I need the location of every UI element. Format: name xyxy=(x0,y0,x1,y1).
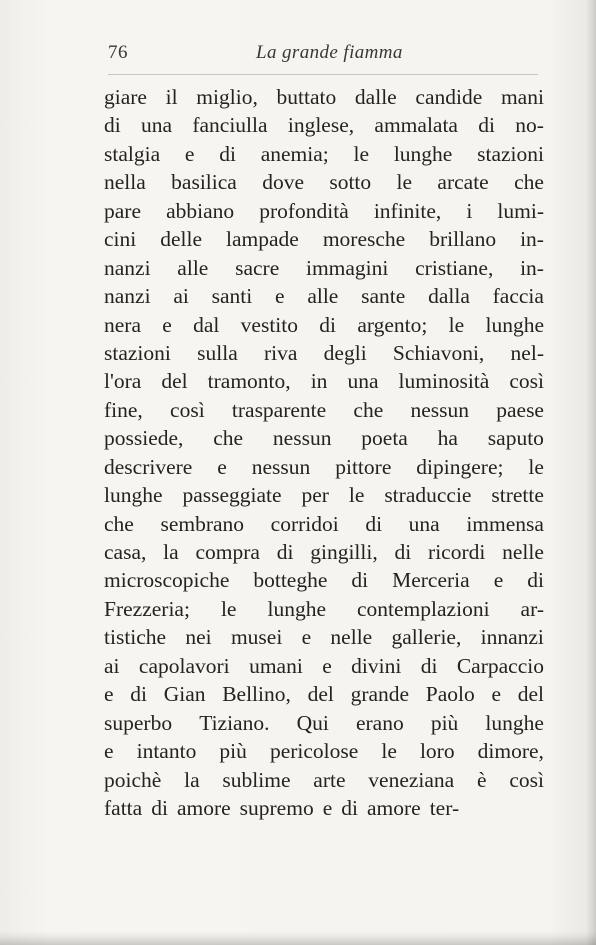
word: e xyxy=(104,739,114,764)
text-line xyxy=(104,766,544,794)
text-line xyxy=(104,794,544,822)
word: abbiano xyxy=(166,198,235,223)
word: loro xyxy=(419,739,455,764)
word: tistiche xyxy=(104,625,167,650)
word: lunghe xyxy=(485,710,544,735)
word: superbo xyxy=(104,710,173,735)
word: e xyxy=(104,682,114,707)
word: poichè xyxy=(104,767,162,792)
word: ai xyxy=(104,653,120,678)
text-line xyxy=(104,623,544,651)
word: arcate xyxy=(437,170,489,195)
word: di xyxy=(478,113,495,138)
word: casa, xyxy=(104,540,147,564)
word: botteghe xyxy=(253,568,328,593)
word: pericolose xyxy=(269,739,359,764)
text-line xyxy=(104,367,544,395)
word: sublime xyxy=(222,767,291,792)
word: fine, xyxy=(104,397,143,422)
page-number: 76 xyxy=(108,42,128,63)
word: una xyxy=(141,113,173,138)
text-line xyxy=(104,254,544,282)
word: le xyxy=(381,739,397,764)
word: alle xyxy=(307,284,339,309)
word: di xyxy=(365,511,383,536)
word: veneziana xyxy=(368,767,455,792)
text-line xyxy=(104,197,544,225)
word: ar- xyxy=(520,596,544,621)
text-line xyxy=(104,140,544,168)
word: basilica xyxy=(171,170,237,195)
word: ha xyxy=(437,426,458,451)
word: anemia; xyxy=(260,141,329,166)
word: in- xyxy=(520,227,544,252)
word: poeta xyxy=(361,426,408,451)
word: argento; xyxy=(357,312,428,337)
word: Carpaccio xyxy=(456,653,544,678)
word: e xyxy=(493,568,504,593)
word: nelle xyxy=(330,625,373,650)
word: nel- xyxy=(510,340,544,365)
word: dimore, xyxy=(477,739,544,764)
word: così xyxy=(509,767,544,792)
word: la xyxy=(184,767,200,792)
word: alle xyxy=(177,255,209,280)
word: e xyxy=(275,284,285,309)
word: intanto xyxy=(136,739,197,764)
word: dipingere; xyxy=(416,454,504,479)
word: giare xyxy=(104,85,147,109)
word: le xyxy=(348,483,365,508)
word: Tiziano. xyxy=(199,710,270,735)
word: santi xyxy=(211,284,253,309)
word: profondità xyxy=(259,198,349,223)
word: di xyxy=(319,312,337,337)
text-line xyxy=(104,566,544,594)
word: grande xyxy=(350,682,410,707)
word: Frezzeria; xyxy=(104,596,190,621)
word: nanzi xyxy=(104,255,151,280)
text-line xyxy=(104,538,544,566)
word: nessun xyxy=(251,454,311,479)
word: Paolo xyxy=(425,682,475,707)
word: trasparente xyxy=(231,397,327,422)
word: no- xyxy=(515,113,544,138)
word: del xyxy=(161,369,188,394)
word: di xyxy=(276,540,294,564)
word: che xyxy=(104,511,134,536)
word: compra xyxy=(195,540,260,564)
word: che xyxy=(213,426,244,451)
word: è xyxy=(477,767,487,792)
word: Bellino, xyxy=(222,682,291,707)
word: passeggiate xyxy=(182,483,282,508)
text-line xyxy=(104,396,544,424)
word: candide xyxy=(415,85,483,109)
word: nelle xyxy=(502,540,544,564)
word: ammalata xyxy=(374,113,458,138)
word: amore xyxy=(176,795,231,820)
word: più xyxy=(430,710,459,735)
word: una xyxy=(408,511,440,536)
text-line xyxy=(104,339,544,367)
word: nessun xyxy=(410,397,470,422)
word: lunghe xyxy=(485,312,544,337)
word: brillano xyxy=(429,227,497,252)
word: infinite, xyxy=(373,198,442,223)
word: nera xyxy=(104,312,141,337)
word: stalgia xyxy=(104,141,161,166)
word: e xyxy=(301,625,312,650)
word: lumi- xyxy=(497,198,544,223)
running-title: La grande fiamma xyxy=(256,42,403,63)
word: saputo xyxy=(487,426,544,451)
word: stazioni xyxy=(104,340,171,365)
text-line xyxy=(104,680,544,708)
word: amore xyxy=(366,795,421,820)
word: paese xyxy=(496,397,544,422)
word: strette xyxy=(491,483,544,508)
word: le xyxy=(448,312,465,337)
word: corridoi xyxy=(270,511,339,536)
word: lunghe xyxy=(104,483,163,508)
word: fanciulla xyxy=(192,113,268,138)
word: divini xyxy=(351,653,402,678)
word: luminosità xyxy=(398,369,490,394)
word: nella xyxy=(104,170,146,195)
word: e xyxy=(184,141,195,166)
page-bottom-shadow xyxy=(0,931,596,945)
word: ai xyxy=(173,284,189,309)
word: di xyxy=(104,113,121,138)
text-line xyxy=(104,652,544,680)
word: gingilli, xyxy=(310,540,378,564)
word: sulla xyxy=(197,340,238,365)
body-text xyxy=(104,83,544,822)
word: sembrano xyxy=(160,511,245,536)
word: cristiane, xyxy=(415,255,494,280)
word: straduccie xyxy=(384,483,472,508)
word: ricordi xyxy=(428,540,486,564)
word: di xyxy=(394,540,412,564)
word: per xyxy=(301,483,329,508)
word: degli xyxy=(323,340,367,365)
word: erano xyxy=(355,710,404,735)
page-edge-shadow xyxy=(586,0,596,945)
word: Gian xyxy=(163,682,206,707)
word: di xyxy=(351,568,369,593)
word: possiede, xyxy=(104,426,184,451)
word: ter- xyxy=(429,795,460,820)
word: così xyxy=(170,397,205,422)
word: le xyxy=(353,141,370,166)
word: che xyxy=(514,170,544,195)
text-line xyxy=(104,424,544,452)
text-line xyxy=(104,83,544,111)
word: Qui xyxy=(296,710,329,735)
word: musei xyxy=(230,625,283,650)
word: lunghe xyxy=(267,596,326,621)
word: che xyxy=(353,397,384,422)
word: di xyxy=(219,141,236,166)
word: nessun xyxy=(272,426,332,451)
word: di xyxy=(130,682,147,707)
word: immensa xyxy=(466,511,544,536)
word: del xyxy=(307,682,334,707)
word: Merceria xyxy=(392,568,470,593)
word: faccia xyxy=(492,284,544,309)
word: il xyxy=(165,85,178,109)
word: umani xyxy=(249,653,303,678)
word: vestito xyxy=(240,312,299,337)
word: supremo xyxy=(239,795,314,820)
word: di xyxy=(420,653,438,678)
word: tramonto, xyxy=(207,369,291,394)
word: innanzi xyxy=(480,625,544,650)
word: e xyxy=(162,312,172,337)
word: descrivere xyxy=(104,454,193,479)
word: le xyxy=(528,454,544,479)
word: buttato xyxy=(276,85,337,109)
word: del xyxy=(517,682,544,707)
word: pare xyxy=(104,198,141,223)
text-line xyxy=(104,737,544,765)
word: dal xyxy=(193,312,220,337)
word: inglese, xyxy=(287,113,355,138)
word: più xyxy=(219,739,247,764)
word: di xyxy=(341,795,358,820)
text-line xyxy=(104,510,544,538)
word: in xyxy=(310,369,328,394)
word: lunghe xyxy=(393,141,453,166)
word: così xyxy=(509,369,544,394)
word: microscopiche xyxy=(104,568,230,593)
word: e xyxy=(322,653,332,678)
word: delle xyxy=(160,227,203,252)
word: le xyxy=(220,596,237,621)
word: arte xyxy=(313,767,346,792)
text-line xyxy=(104,709,544,737)
word: mani xyxy=(500,85,544,109)
text-line xyxy=(104,111,544,139)
word: moresche xyxy=(322,227,406,252)
text-line xyxy=(104,168,544,196)
word: sante xyxy=(361,284,406,309)
word: dalla xyxy=(428,284,470,309)
word: pittore xyxy=(335,454,392,479)
text-line xyxy=(104,282,544,310)
word: e xyxy=(217,454,227,479)
word: stazioni xyxy=(477,141,544,166)
word: di xyxy=(527,568,544,593)
word: e xyxy=(491,682,501,707)
word: dalle xyxy=(354,85,397,109)
header-rule xyxy=(108,74,538,75)
word: i xyxy=(466,198,473,223)
word: una xyxy=(347,369,379,394)
text-line xyxy=(104,311,544,339)
word: di xyxy=(151,795,168,820)
word: fatta xyxy=(104,795,143,820)
word: le xyxy=(396,170,413,195)
word: sotto xyxy=(329,170,372,195)
text-line xyxy=(104,595,544,623)
word: lampade xyxy=(226,227,299,252)
word: nanzi xyxy=(104,284,151,309)
text-line xyxy=(104,481,544,509)
page-header xyxy=(108,38,540,68)
word: contemplazioni xyxy=(357,596,490,621)
word: la xyxy=(163,540,179,564)
word: cini xyxy=(104,227,137,252)
word: immagini xyxy=(305,255,389,280)
word: miglio, xyxy=(196,85,258,109)
word: Schiavoni, xyxy=(392,340,485,365)
word: l'ora xyxy=(104,369,142,394)
word: dove xyxy=(262,170,304,195)
word: capolavori xyxy=(138,653,230,678)
text-line xyxy=(104,225,544,253)
word: e xyxy=(322,795,333,820)
text-line xyxy=(104,453,544,481)
word: in- xyxy=(520,255,544,280)
word: sacre xyxy=(235,255,280,280)
word: riva xyxy=(263,340,298,365)
word: nei xyxy=(185,625,212,650)
word: gallerie, xyxy=(391,625,462,650)
